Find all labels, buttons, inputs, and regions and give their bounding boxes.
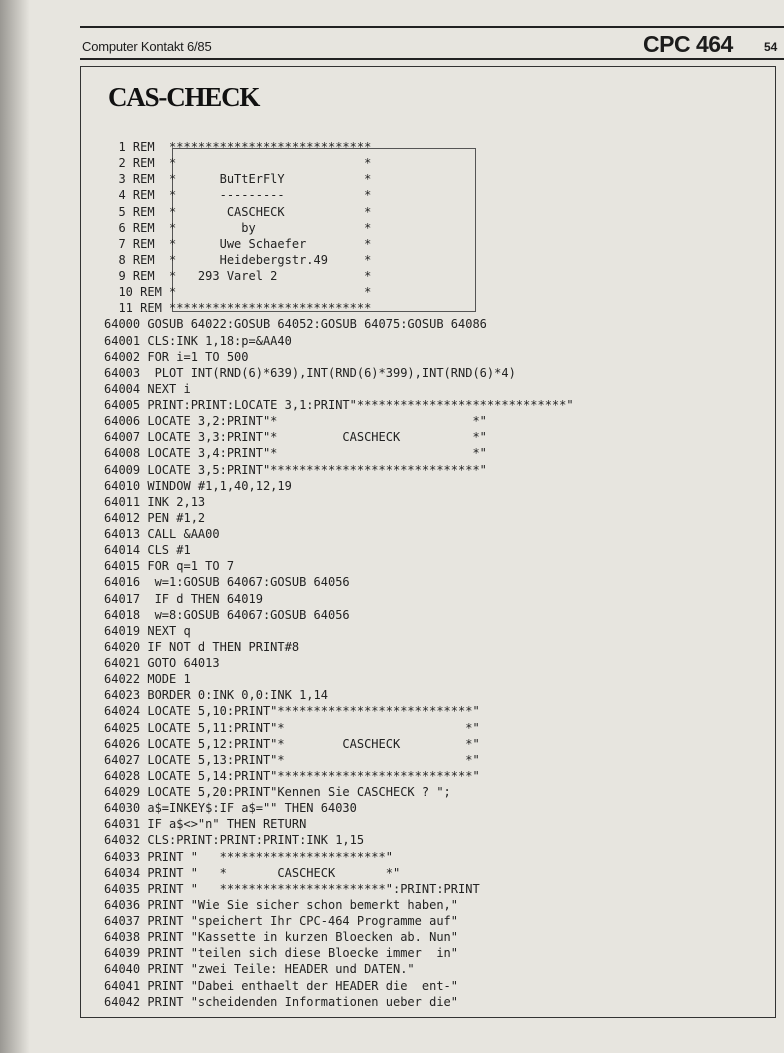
code-line: 64007 LOCATE 3,3:PRINT"* CASCHECK *" xyxy=(104,430,487,445)
code-line: 64038 PRINT "Kassette in kurzen Bloecken ab. Nun" xyxy=(104,930,459,945)
code-line: 64003 PLOT INT(RND(6)*639),INT(RND(6)*399),INT(RND(6)*4) xyxy=(104,365,516,380)
code-line: 64024 LOCATE 5,10:PRINT"***************************" xyxy=(104,704,480,719)
code-line: 3 REM * BuTtErFlY * xyxy=(104,172,372,187)
code-line: 64010 WINDOW #1,1,40,12,19 xyxy=(104,478,292,493)
code-line: 64008 LOCATE 3,4:PRINT"* *" xyxy=(104,446,487,461)
code-line: 64037 PRINT "speichert Ihr CPC-464 Programme auf" xyxy=(104,914,459,928)
section-title: CPC 464 xyxy=(643,31,733,57)
code-line: 1 REM **************************** xyxy=(104,140,372,154)
code-line: 64019 NEXT q xyxy=(104,623,191,638)
code-line: 6 REM * by * xyxy=(104,220,372,235)
code-line: 64021 GOTO 64013 xyxy=(104,656,220,670)
code-line: 64025 LOCATE 5,11:PRINT"* *" xyxy=(104,720,480,735)
code-line: 64029 LOCATE 5,20:PRINT"Kennen Sie CASCHECK ? "; xyxy=(104,785,451,799)
magazine-issue: Computer Kontakt 6/85 xyxy=(82,39,212,54)
code-line: 64014 CLS #1 xyxy=(104,543,191,558)
code-line: 64026 LOCATE 5,12:PRINT"* CASCHECK *" xyxy=(104,736,480,751)
code-line: 2 REM * * xyxy=(104,156,372,171)
code-line: 7 REM * Uwe Schaefer * xyxy=(104,236,372,251)
code-line: 64018 w=8:GOSUB 64067:GOSUB 64056 xyxy=(104,607,350,622)
page-binding-shadow xyxy=(0,0,30,1053)
code-line: 64027 LOCATE 5,13:PRINT"* *" xyxy=(104,752,480,767)
code-line: 4 REM * --------- * xyxy=(104,188,372,203)
code-line: 64015 FOR q=1 TO 7 xyxy=(104,559,235,574)
code-line: 64031 IF a$<>"n" THEN RETURN xyxy=(104,817,307,832)
code-line: 64022 MODE 1 xyxy=(104,672,191,687)
code-line: 64013 CALL &AA00 xyxy=(104,527,220,541)
code-line: 64041 PRINT "Dabei enthaelt der HEADER die ent-" xyxy=(104,978,459,993)
code-line: 64002 FOR i=1 TO 500 xyxy=(104,349,249,364)
code-line: 9 REM * 293 Varel 2 * xyxy=(104,269,372,283)
code-line: 64004 NEXT i xyxy=(104,381,191,396)
code-line: 64035 PRINT " ***********************":PRINT:PRINT xyxy=(104,881,480,896)
page-number: 54 xyxy=(764,40,778,54)
code-line: 64001 CLS:INK 1,18:p=&AA40 xyxy=(104,333,292,348)
code-line: 64028 LOCATE 5,14:PRINT"***************************" xyxy=(104,768,480,783)
code-line: 10 REM * * xyxy=(104,285,372,300)
code-line: 64032 CLS:PRINT:PRINT:PRINT:INK 1,15 xyxy=(104,833,365,848)
code-line: 8 REM * Heidebergstr.49 * xyxy=(104,252,372,267)
running-header xyxy=(80,26,784,60)
code-line: 64000 GOSUB 64022:GOSUB 64052:GOSUB 64075:GOSUB 64086 xyxy=(104,317,487,332)
code-line: 64006 LOCATE 3,2:PRINT"* *" xyxy=(104,414,487,429)
code-line: 64017 IF d THEN 64019 xyxy=(104,591,263,606)
code-line: 11 REM **************************** xyxy=(104,301,372,316)
code-line: 64040 PRINT "zwei Teile: HEADER und DATEN." xyxy=(104,962,415,977)
article-title: CAS-CHECK xyxy=(108,82,260,112)
code-line: 64016 w=1:GOSUB 64067:GOSUB 64056 xyxy=(104,575,350,590)
code-line: 64012 PEN #1,2 xyxy=(104,510,206,525)
code-line: 64034 PRINT " * CASCHECK *" xyxy=(104,865,401,880)
code-line: 5 REM * CASCHECK * xyxy=(104,204,372,219)
code-line: 64009 LOCATE 3,5:PRINT"*****************************" xyxy=(104,462,487,477)
code-line: 64036 PRINT "Wie Sie sicher schon bemerkt haben," xyxy=(104,897,459,912)
code-line: 64030 a$=INKEY$:IF a$="" THEN 64030 xyxy=(104,801,357,816)
code-line: 64023 BORDER 0:INK 0,0:INK 1,14 xyxy=(104,688,328,703)
code-line: 64039 PRINT "teilen sich diese Bloecke immer in" xyxy=(104,946,459,961)
basic-listing xyxy=(104,139,574,1010)
code-line: 64033 PRINT " ***********************" xyxy=(104,849,393,864)
code-line: 64020 IF NOT d THEN PRINT#8 xyxy=(104,639,300,654)
code-line: 64005 PRINT:PRINT:LOCATE 3,1:PRINT"*****************************" xyxy=(104,398,574,412)
code-line: 64011 INK 2,13 xyxy=(104,494,206,509)
code-line: 64042 PRINT "scheidenden Informationen ueber die" xyxy=(104,994,459,1009)
